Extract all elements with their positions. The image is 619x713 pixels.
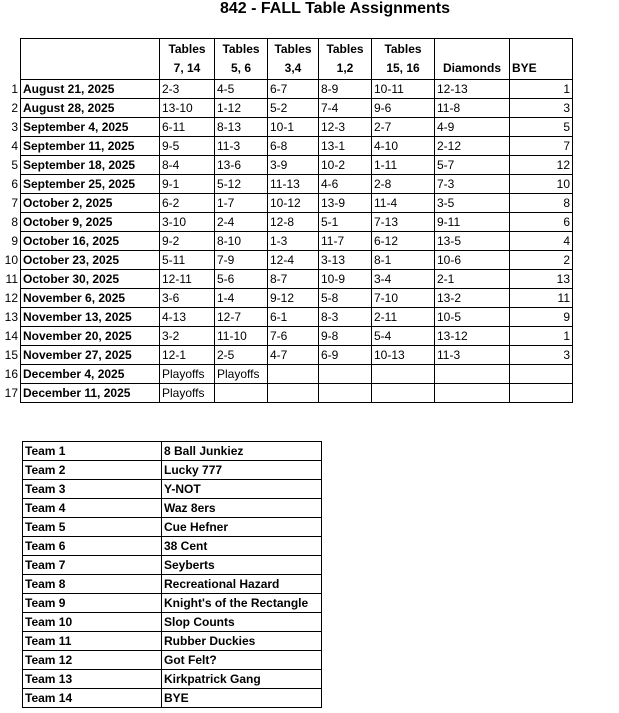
pairing-cell: 1-11 [372,156,435,175]
pairing-cell: 12-8 [268,213,319,232]
pairing-cell: 4-7 [268,346,319,365]
match-date: November 20, 2025 [21,327,160,346]
pairing-cell [268,365,319,384]
pairing-cell: 3-10 [160,213,215,232]
pairing-cell: Playoffs [215,365,268,384]
bye-cell: 13 [510,270,573,289]
date-column-header [21,39,160,80]
match-date: August 21, 2025 [21,80,160,99]
schedule-row [2,213,573,232]
bye-cell: 5 [510,118,573,137]
pairing-cell: Playoffs [160,365,215,384]
pairing-cell: 11-13 [268,175,319,194]
pairing-cell: 3-5 [435,194,510,213]
row-number-header [2,39,21,80]
pairing-cell [268,384,319,403]
page-title: 842 - FALL Table Assignments [220,0,450,17]
schedule-row [2,251,573,270]
pairing-cell: 11-7 [319,232,372,251]
pairing-cell: 13-1 [319,137,372,156]
team-row [23,442,322,461]
row-number: 5 [11,157,18,172]
pairing-cell: 10-2 [319,156,372,175]
schedule-row [2,137,573,156]
bye-cell: 4 [510,232,573,251]
pairing-cell: 10-6 [435,251,510,270]
row-number: 14 [4,328,18,343]
team-row [23,499,322,518]
row-number: 11 [5,271,18,286]
pairing-cell: 5-1 [319,213,372,232]
match-date: September 4, 2025 [21,118,160,137]
pairing-cell: 3-2 [160,327,215,346]
column-header-bye: BYE [510,39,573,80]
pairing-cell: 12-11 [160,270,215,289]
match-date: September 18, 2025 [21,156,160,175]
pairing-cell: 8-7 [268,270,319,289]
bye-cell: 8 [510,194,573,213]
schedule-row [2,194,573,213]
pairing-cell: 6-12 [372,232,435,251]
pairing-cell: 4-5 [215,80,268,99]
team-row [23,594,322,613]
pairing-cell: 12-7 [215,308,268,327]
pairing-cell: 2-8 [372,175,435,194]
team-name: Y-NOT [162,480,322,499]
match-date: November 6, 2025 [21,289,160,308]
pairing-cell: 5-7 [435,156,510,175]
pairing-cell: 7-10 [372,289,435,308]
pairing-cell: 12-13 [435,80,510,99]
team-name: 38 Cent [162,537,322,556]
pairing-cell: 10-9 [319,270,372,289]
pairing-cell: 13-6 [215,156,268,175]
team-name: Recreational Hazard [162,575,322,594]
pairing-cell: 3-9 [268,156,319,175]
pairing-cell [215,384,268,403]
pairing-cell: 7-9 [215,251,268,270]
pairing-cell: 9-12 [268,289,319,308]
pairing-cell [319,384,372,403]
schedule-row [2,232,573,251]
row-number: 17 [4,385,18,400]
schedule-row [2,99,573,118]
row-number: 16 [4,366,18,381]
pairing-cell: 12-4 [268,251,319,270]
bye-cell [510,365,573,384]
schedule-row [2,80,573,99]
pairing-cell: 13-9 [319,194,372,213]
team-row [23,613,322,632]
schedule-row [2,175,573,194]
row-number: 7 [11,195,18,210]
pairing-cell: 1-3 [268,232,319,251]
team-row [23,575,322,594]
column-header-tables-5-6: Tables 5, 6 [215,39,268,80]
schedule-row [2,156,573,175]
pairing-cell: 10-11 [372,80,435,99]
row-number: 8 [11,214,18,229]
team-number: Team 13 [23,670,162,689]
pairing-cell: Playoffs [160,384,215,403]
pairing-cell: 2-7 [372,118,435,137]
team-name: Cue Hefner [162,518,322,537]
team-number: Team 10 [23,613,162,632]
row-number: 3 [11,119,18,134]
pairing-cell: 5-8 [319,289,372,308]
bye-cell: 11 [510,289,573,308]
match-date: October 2, 2025 [21,194,160,213]
pairing-cell: 10-13 [372,346,435,365]
bye-cell: 10 [510,175,573,194]
team-number: Team 4 [23,499,162,518]
pairing-cell: 2-1 [435,270,510,289]
column-header-tables-15-16: Tables 15, 16 [372,39,435,80]
schedule-row [2,308,573,327]
row-number: 9 [11,233,18,248]
row-number: 15 [4,347,18,362]
bye-cell: 12 [510,156,573,175]
pairing-cell: 2-12 [435,137,510,156]
team-number: Team 8 [23,575,162,594]
pairing-cell: 8-10 [215,232,268,251]
team-name: Waz 8ers [162,499,322,518]
pairing-cell: 9-11 [435,213,510,232]
pairing-cell: 8-9 [319,80,372,99]
row-number: 4 [11,138,18,153]
team-name: 8 Ball Junkiez [162,442,322,461]
pairing-cell: 13-12 [435,327,510,346]
team-name: Kirkpatrick Gang [162,670,322,689]
team-name: BYE [162,689,322,708]
schedule-row [2,346,573,365]
bye-cell: 1 [510,80,573,99]
pairing-cell: 8-1 [372,251,435,270]
column-header-tables-7-14: Tables 7, 14 [160,39,215,80]
row-number: 1 [11,81,18,96]
team-name: Rubber Duckies [162,632,322,651]
row-number: 12 [4,290,18,305]
pairing-cell: 2-11 [372,308,435,327]
bye-cell: 9 [510,308,573,327]
team-number: Team 2 [23,461,162,480]
team-row [23,651,322,670]
match-date: December 4, 2025 [21,365,160,384]
team-name: Knight's of the Rectangle [162,594,322,613]
match-date: November 13, 2025 [21,308,160,327]
pairing-cell: 6-11 [160,118,215,137]
schedule-row [2,327,573,346]
pairing-cell: 9-8 [319,327,372,346]
pairing-cell [372,365,435,384]
pairing-cell: 3-13 [319,251,372,270]
team-name: Seyberts [162,556,322,575]
pairing-cell: 11-3 [215,137,268,156]
team-number: Team 6 [23,537,162,556]
pairing-cell [372,384,435,403]
pairing-cell: 12-1 [160,346,215,365]
match-date: October 30, 2025 [21,270,160,289]
schedule-row [2,365,573,384]
row-number: 6 [11,176,18,191]
bye-cell: 7 [510,137,573,156]
pairing-cell: 7-6 [268,327,319,346]
match-date: October 23, 2025 [21,251,160,270]
pairing-cell: 6-7 [268,80,319,99]
column-header-tables-3-4: Tables 3,4 [268,39,319,80]
pairing-cell: 8-3 [319,308,372,327]
match-date: October 9, 2025 [21,213,160,232]
pairing-cell: 1-4 [215,289,268,308]
pairing-cell: 11-8 [435,99,510,118]
team-row [23,461,322,480]
match-date: August 28, 2025 [21,99,160,118]
team-row [23,518,322,537]
pairing-cell: 13-5 [435,232,510,251]
pairing-cell: 13-2 [435,289,510,308]
pairing-cell: 4-9 [435,118,510,137]
pairing-cell: 5-11 [160,251,215,270]
team-number: Team 1 [23,442,162,461]
schedule-row [2,270,573,289]
pairing-cell: 6-8 [268,137,319,156]
pairing-cell: 10-12 [268,194,319,213]
match-date: December 11, 2025 [21,384,160,403]
bye-cell: 1 [510,327,573,346]
pairing-cell: 10-1 [268,118,319,137]
pairing-cell: 2-5 [215,346,268,365]
team-row [23,480,322,499]
team-number: Team 5 [23,518,162,537]
match-date: September 25, 2025 [21,175,160,194]
team-number: Team 9 [23,594,162,613]
match-date: September 11, 2025 [21,137,160,156]
pairing-cell [435,365,510,384]
bye-cell: 3 [510,346,573,365]
pairing-cell: 4-6 [319,175,372,194]
team-name: Got Felt? [162,651,322,670]
pairing-cell: 10-5 [435,308,510,327]
team-number: Team 7 [23,556,162,575]
team-number: Team 3 [23,480,162,499]
pairing-cell: 13-10 [160,99,215,118]
pairing-cell: 9-1 [160,175,215,194]
column-header-tables-1-2: Tables 1,2 [319,39,372,80]
team-name: Slop Counts [162,613,322,632]
team-row [23,556,322,575]
pairing-cell: 11-4 [372,194,435,213]
pairing-cell: 5-2 [268,99,319,118]
pairing-cell: 4-13 [160,308,215,327]
bye-cell [510,384,573,403]
team-name: Lucky 777 [162,461,322,480]
pairing-cell: 3-6 [160,289,215,308]
pairing-cell: 6-9 [319,346,372,365]
match-date: November 27, 2025 [21,346,160,365]
teams-table [22,441,322,708]
team-row [23,689,322,708]
row-number: 13 [4,309,18,324]
pairing-cell [319,365,372,384]
row-number: 10 [4,252,18,267]
schedule-row [2,118,573,137]
pairing-cell: 4-10 [372,137,435,156]
pairing-cell: 5-12 [215,175,268,194]
team-number: Team 11 [23,632,162,651]
pairing-cell: 5-4 [372,327,435,346]
pairing-cell: 5-6 [215,270,268,289]
team-row [23,537,322,556]
pairing-cell: 7-13 [372,213,435,232]
schedule-table [2,38,573,403]
bye-cell: 6 [510,213,573,232]
schedule-row [2,384,573,403]
pairing-cell: 12-3 [319,118,372,137]
bye-cell: 2 [510,251,573,270]
pairing-cell: 3-4 [372,270,435,289]
pairing-cell: 6-2 [160,194,215,213]
pairing-cell: 9-6 [372,99,435,118]
team-number: Team 12 [23,651,162,670]
pairing-cell: 2-4 [215,213,268,232]
pairing-cell: 11-10 [215,327,268,346]
team-row [23,632,322,651]
pairing-cell: 1-7 [215,194,268,213]
pairing-cell: 9-2 [160,232,215,251]
pairing-cell: 9-5 [160,137,215,156]
pairing-cell: 8-13 [215,118,268,137]
match-date: October 16, 2025 [21,232,160,251]
schedule-row [2,289,573,308]
pairing-cell: 1-12 [215,99,268,118]
pairing-cell: 11-3 [435,346,510,365]
schedule-header-row [2,39,573,80]
bye-cell: 3 [510,99,573,118]
row-number: 2 [11,100,18,115]
pairing-cell: 7-4 [319,99,372,118]
pairing-cell: 8-4 [160,156,215,175]
pairing-cell [435,384,510,403]
pairing-cell: 6-1 [268,308,319,327]
column-header-diamonds: Diamonds [435,39,510,80]
team-number: Team 14 [23,689,162,708]
pairing-cell: 2-3 [160,80,215,99]
team-row [23,670,322,689]
pairing-cell: 7-3 [435,175,510,194]
